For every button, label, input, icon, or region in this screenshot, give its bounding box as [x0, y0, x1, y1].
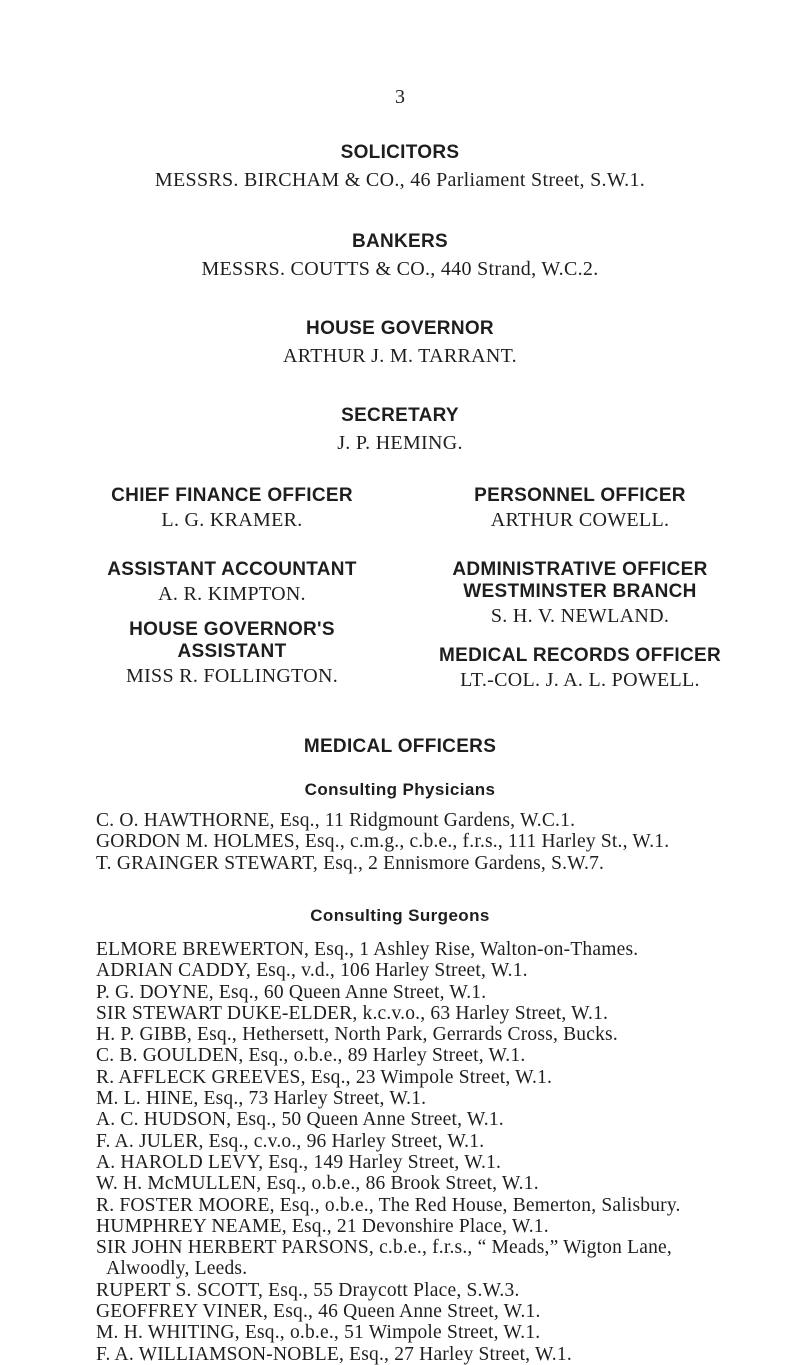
aa-heading: ASSISTANT ACCOUNTANT [107, 559, 357, 580]
list-item: RUPERT S. SCOTT, Esq., 55 Draycott Place, S.W.3. [96, 1279, 520, 1301]
bankers-text: MESSRS. COUTTS & CO., 440 Strand, W.C.2. [201, 258, 599, 280]
ao-name: S. H. V. NEWLAND. [490, 605, 670, 627]
list-item: R. FOSTER MOORE, Esq., o.b.e., The Red House, Bemerton, Salisbury. [96, 1194, 681, 1216]
physicians-list [96, 810, 796, 874]
list-item: GORDON M. HOLMES, Esq., c.m.g., c.b.e., f.r.s., 111 Harley St., W.1. [96, 831, 670, 853]
left-staff-column [52, 485, 412, 689]
solicitors-heading: SOLICITORS [340, 142, 460, 163]
list-item: C. B. GOULDEN, Esq., o.b.e., 89 Harley Street, W.1. [96, 1045, 526, 1067]
list-item: H. P. GIBB, Esq., Hethersett, North Park, Gerrards Cross, Bucks. [96, 1024, 618, 1046]
list-item: T. GRAINGER STEWART, Esq., 2 Ennismore Gardens, S.W.7. [96, 852, 605, 874]
solicitors-section [0, 140, 800, 194]
right-staff-column [400, 485, 760, 693]
solicitors-text: MESSRS. BIRCHAM & CO., 46 Parliament Street, S.W.1. [154, 169, 646, 191]
surgeons-list [96, 939, 796, 1365]
list-item: Alwoodly, Leeds. [96, 1258, 248, 1280]
bankers-section [0, 229, 800, 283]
list-item: F. A. JULER, Esq., c.v.o., 96 Harley Street, W.1. [96, 1130, 485, 1152]
house-governor-section [0, 316, 800, 370]
list-item: C. O. HAWTHORNE, Esq., 11 Ridgmount Gardens, W.C.1. [96, 810, 576, 831]
house-governor-heading: HOUSE GOVERNOR [306, 318, 494, 339]
secretary-name: J. P. HEMING. [337, 432, 463, 454]
aa-name: A. R. KIMPTON. [158, 583, 306, 605]
list-item: W. H. McMULLEN, Esq., o.b.e., 86 Brook Street, W.1. [96, 1173, 539, 1195]
po-heading: PERSONNEL OFFICER [474, 485, 686, 506]
list-item: SIR JOHN HERBERT PARSONS, c.b.e., f.r.s., “ Meads,” Wigton Lane, [96, 1237, 672, 1259]
secretary-section [0, 403, 800, 457]
ao-heading-line2: WESTMINSTER BRANCH [463, 581, 697, 602]
list-item: ELMORE BREWERTON, Esq., 1 Ashley Rise, Walton-on-Thames. [96, 939, 639, 960]
list-item: M. L. HINE, Esq., 73 Harley Street, W.1. [96, 1088, 427, 1110]
bankers-heading: BANKERS [351, 231, 449, 252]
hga-name: MISS R. FOLLINGTON. [125, 665, 339, 687]
mro-name: LT.-COL. J. A. L. POWELL. [460, 669, 700, 691]
ao-heading-line1: ADMINISTRATIVE OFFICER [452, 559, 708, 580]
hga-heading-line2: ASSISTANT [177, 641, 287, 662]
surgeons-heading: Consulting Surgeons [310, 906, 490, 925]
physicians-heading: Consulting Physicians [304, 780, 496, 799]
list-item: ADRIAN CADDY, Esq., v.d., 106 Harley Street, W.1. [96, 960, 528, 982]
list-item: HUMPHREY NEAME, Esq., 21 Devonshire Place, W.1. [96, 1215, 549, 1237]
list-item: F. A. WILLIAMSON-NOBLE, Esq., 27 Harley Street, W.1. [96, 1343, 572, 1365]
mro-heading: MEDICAL RECORDS OFFICER [438, 645, 722, 666]
list-item: R. AFFLECK GREEVES, Esq., 23 Wimpole Street, W.1. [96, 1066, 553, 1088]
list-item: GEOFFREY VINER, Esq., 46 Queen Anne Street, W.1. [96, 1301, 541, 1323]
medical-officers-heading: MEDICAL OFFICERS [303, 736, 497, 757]
page-number: 3 [395, 86, 405, 108]
house-governor-name: ARTHUR J. M. TARRANT. [283, 345, 517, 367]
list-item: M. H. WHITING, Esq., o.b.e., 51 Wimpole Street, W.1. [96, 1322, 541, 1344]
list-item: A. HAROLD LEVY, Esq., 149 Harley Street, W.1. [96, 1151, 502, 1173]
po-name: ARTHUR COWELL. [490, 509, 670, 531]
list-item: P. G. DOYNE, Esq., 60 Queen Anne Street, W.1. [96, 981, 487, 1003]
secretary-heading: SECRETARY [341, 405, 459, 426]
cfo-name: L. G. KRAMER. [161, 509, 303, 531]
hga-heading-line1: HOUSE GOVERNOR'S [129, 619, 335, 640]
cfo-heading: CHIEF FINANCE OFFICER [111, 485, 353, 506]
list-item: SIR STEWART DUKE-ELDER, k.c.v.o., 63 Harley Street, W.1. [96, 1002, 609, 1024]
list-item: A. C. HUDSON, Esq., 50 Queen Anne Street, W.1. [96, 1109, 504, 1131]
